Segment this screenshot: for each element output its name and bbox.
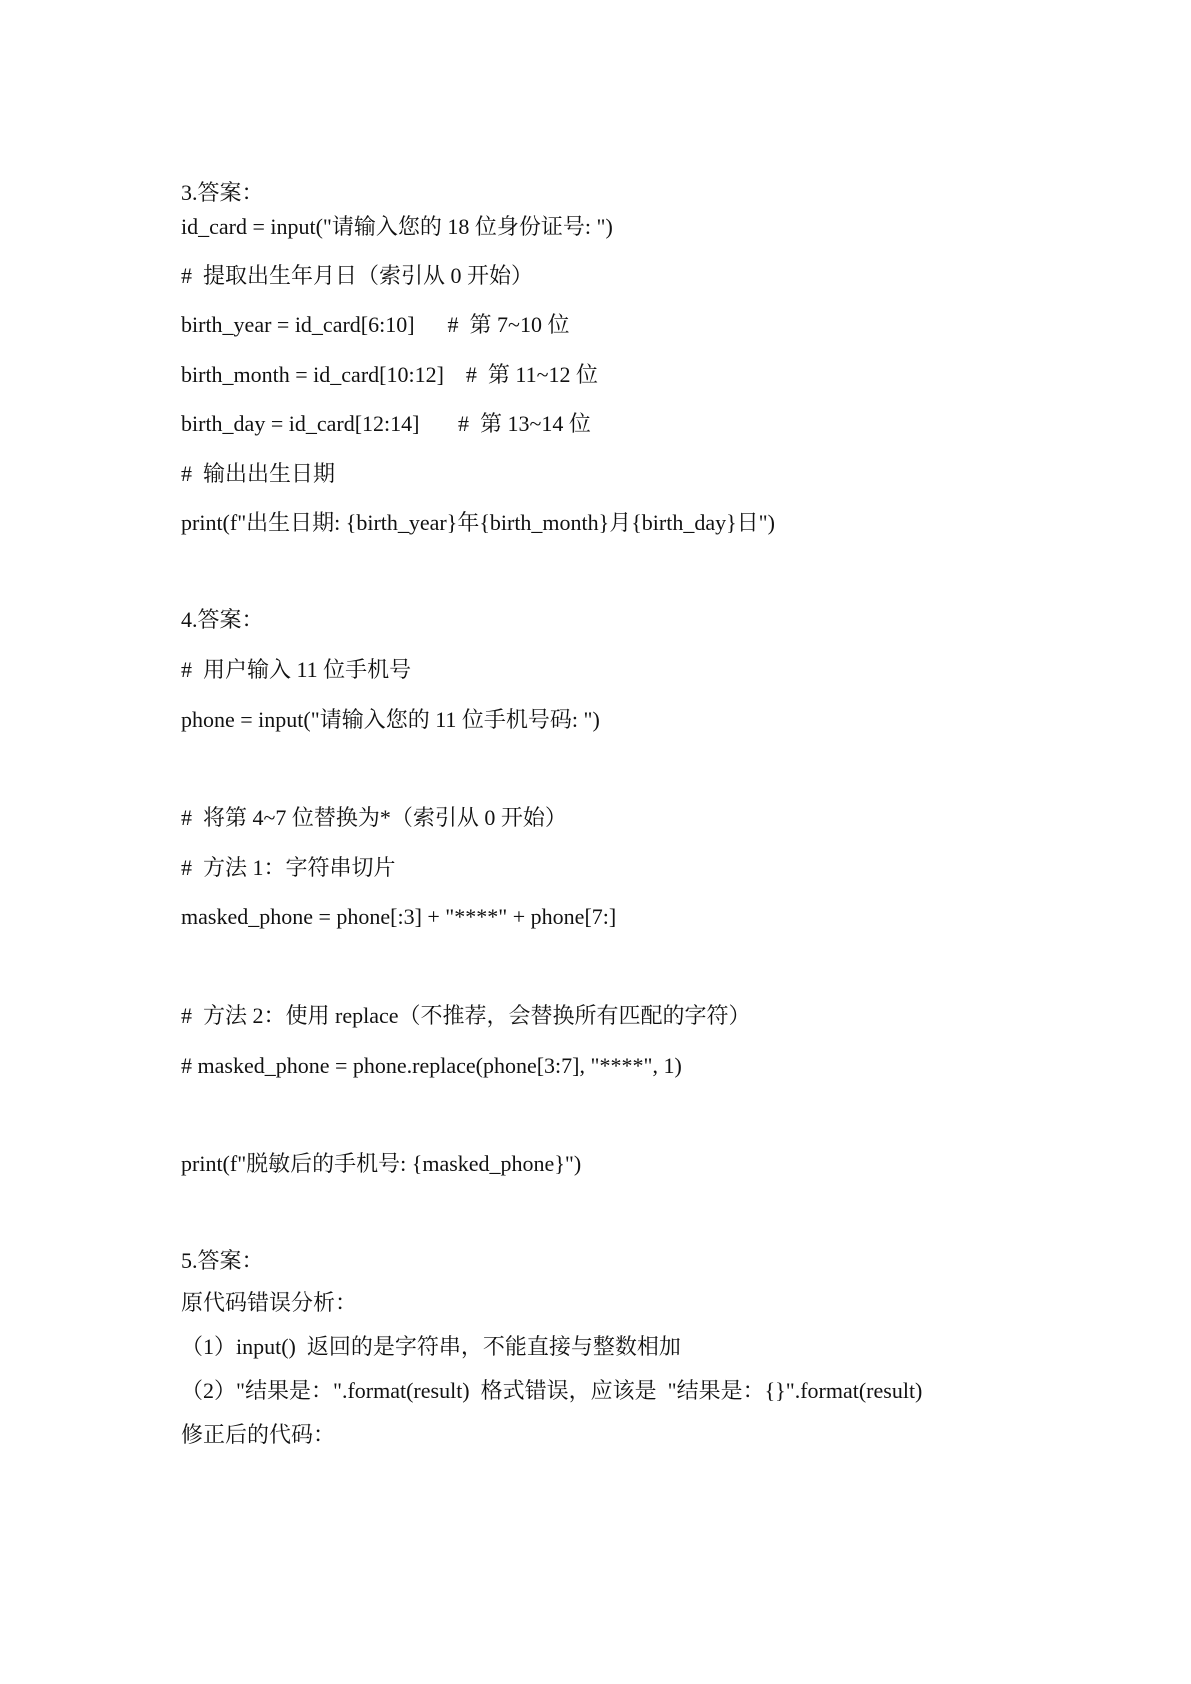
code-comment: # 用户输入 11 位手机号 — [181, 657, 412, 682]
code-line: phone = input("请输入您的 11 位手机号码: ") — [181, 707, 600, 732]
paragraph-line: 修正后的代码： — [181, 1422, 336, 1447]
code-line: print(f"脱敏后的手机号: {masked_phone}") — [181, 1151, 582, 1176]
code-comment: # 输出出生日期 — [181, 461, 336, 486]
code-line: birth_month = id_card[10:12] # 第 11~12 位 — [181, 362, 599, 387]
code-comment: # 方法 1：字符串切片 — [181, 855, 396, 880]
paragraph-line: （1）input() 返回的是字符串，不能直接与整数相加 — [181, 1334, 681, 1359]
code-line: print(f"出生日期: {birth_year}年{birth_month}月{birth_day}日") — [181, 510, 775, 535]
code-line: masked_phone = phone[:3] + "****" + phone[7:] — [181, 904, 617, 929]
code-comment: # masked_phone = phone.replace(phone[3:7], "****", 1) — [181, 1053, 682, 1078]
section-3-heading: 3.答案： — [181, 180, 264, 205]
code-comment: # 将第 4~7 位替换为*（索引从 0 开始） — [181, 805, 567, 830]
section-4-heading: 4.答案： — [181, 607, 264, 632]
code-line: id_card = input("请输入您的 18 位身份证号: ") — [181, 214, 613, 239]
code-line: birth_day = id_card[12:14] # 第 13~14 位 — [181, 411, 591, 436]
paragraph-line: 原代码错误分析： — [181, 1290, 358, 1315]
code-line: birth_year = id_card[6:10] # 第 7~10 位 — [181, 312, 570, 337]
code-comment: # 提取出生年月日（索引从 0 开始） — [181, 263, 534, 288]
code-comment: # 方法 2：使用 replace（不推荐，会替换所有匹配的字符） — [181, 1003, 751, 1028]
section-5-heading: 5.答案： — [181, 1248, 264, 1273]
paragraph-line: （2）"结果是：".format(result) 格式错误，应该是 "结果是：{}".format(result) — [181, 1378, 923, 1403]
